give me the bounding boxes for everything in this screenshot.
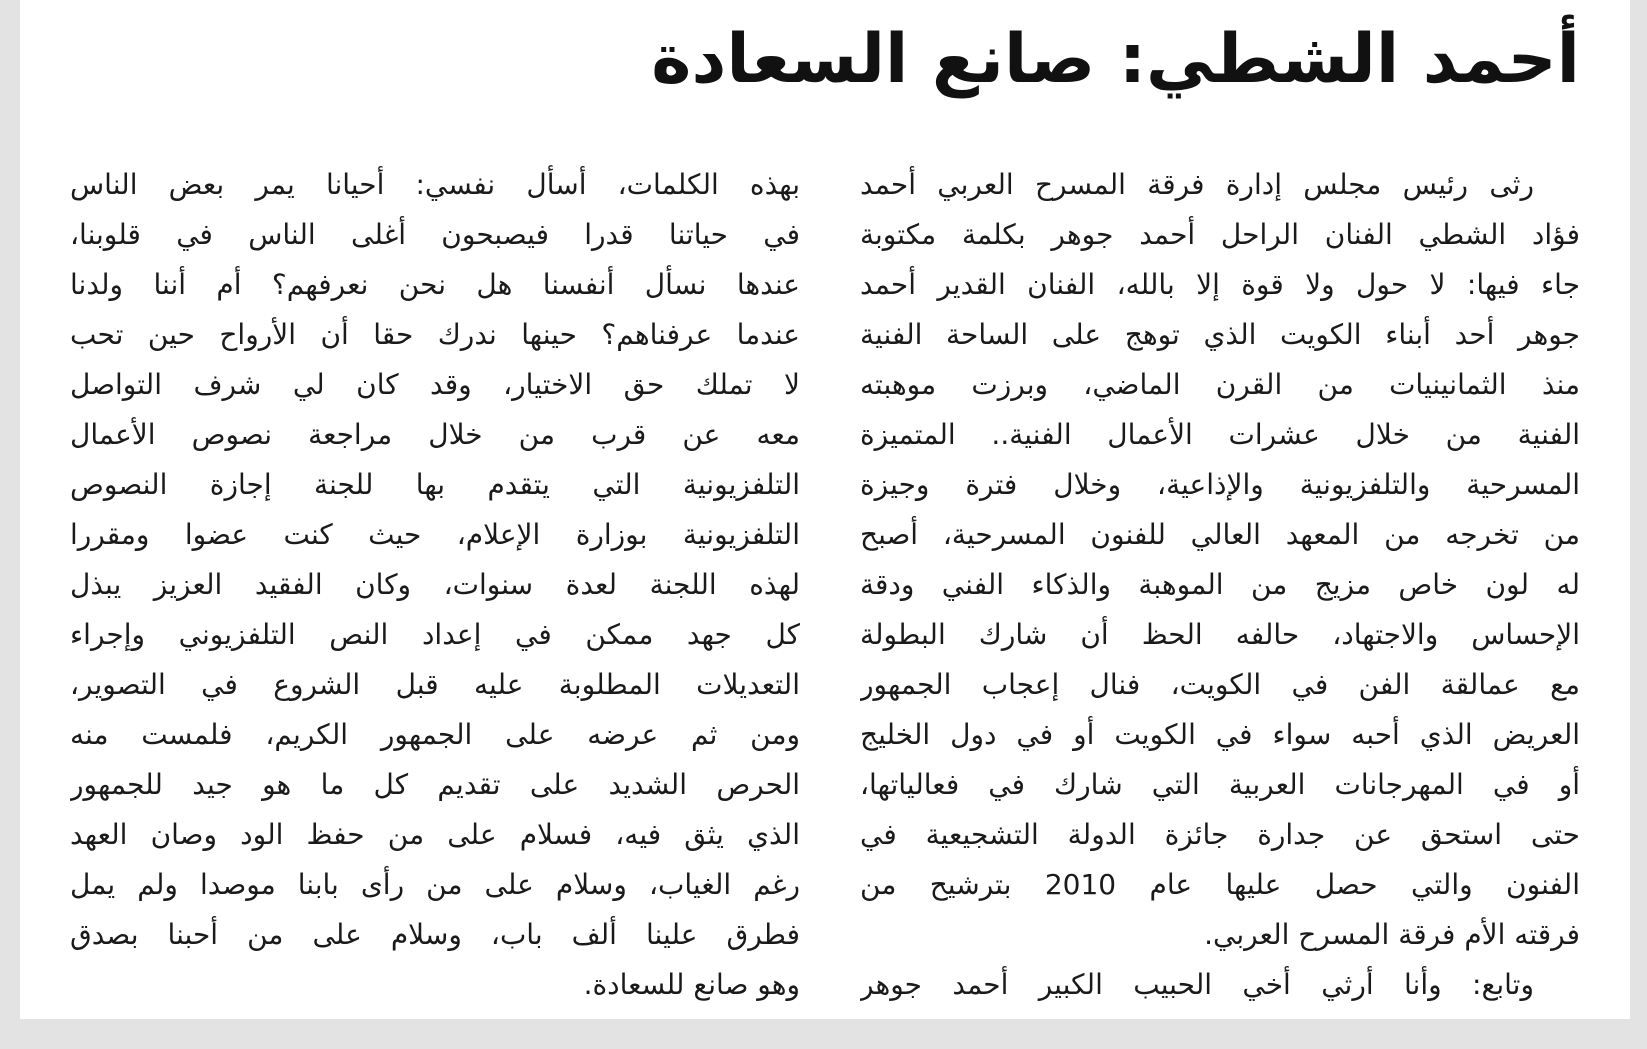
- text-line: فرقته الأم فرقة المسرح العربي.: [1204, 918, 1580, 951]
- text-line: في حياتنا قدرا فيصبحون أغلى الناس في قلوبنا،: [70, 218, 800, 251]
- text-line: وتابع: وأنا أرثي أخي الحبيب الكبير أحمد جوهر: [860, 968, 1534, 1001]
- text-line: التلفزيونية بوزارة الإعلام، حيث كنت عضوا ومقررا: [70, 518, 800, 551]
- text-line: رغم الغياب، وسلام على من رأى بابنا موصدا ولم يمل: [70, 868, 800, 901]
- text-line: وهو صانع للسعادة.: [583, 968, 800, 1001]
- headline: أحمد الشطي: صانع السعادة: [651, 20, 1580, 99]
- text-line: منذ الثمانينيات من القرن الماضي، وبرزت موهبته: [860, 368, 1580, 401]
- text-line: الحرص الشديد على تقديم كل ما هو جيد للجمهور: [70, 768, 800, 801]
- text-line: الإحساس والاجتهاد، حالفه الحظ أن شارك البطولة: [860, 618, 1580, 651]
- article-column-left: [70, 160, 800, 1010]
- text-line: جوهر أحد أبناء الكويت الذي توهج على الساحة الفنية: [860, 318, 1580, 351]
- text-line: حتى استحق عن جدارة جائزة الدولة التشجيعية في: [860, 818, 1580, 851]
- text-line: أو في المهرجانات العربية التي شارك في فعالياتها،: [860, 768, 1580, 801]
- text-line: الذي يثق فيه، فسلام على من حفظ الود وصان العهد: [70, 818, 800, 851]
- text-line: جاء فيها: لا حول ولا قوة إلا بالله، الفنان القدير أحمد: [860, 268, 1580, 301]
- text-line: معه عن قرب من خلال مراجعة نصوص الأعمال: [70, 418, 800, 451]
- newspaper-page: [20, 0, 1630, 1019]
- text-line: فطرق علينا ألف باب، وسلام على من أحبنا بصدق: [70, 918, 800, 951]
- text-line: مع عمالقة الفن في الكويت، فنال إعجاب الجمهور: [860, 668, 1580, 701]
- text-line: ومن ثم عرضه على الجمهور الكريم، فلمست منه: [70, 718, 800, 751]
- text-line: عندما عرفناهم؟ حينها ندرك حقا أن الأرواح حين تحب: [70, 318, 800, 351]
- text-line: كل جهد ممكن في إعداد النص التلفزيوني وإجراء: [70, 618, 800, 651]
- text-line: لهذه اللجنة لعدة سنوات، وكان الفقيد العزيز يبذل: [70, 568, 800, 601]
- text-line: بهذه الكلمات، أسأل نفسي: أحيانا يمر بعض الناس: [70, 168, 800, 201]
- text-line: العريض الذي أحبه سواء في الكويت أو في دول الخليج: [860, 718, 1580, 751]
- text-line: التلفزيونية التي يتقدم بها للجنة إجازة النصوص: [70, 468, 800, 501]
- article-column-right: [860, 160, 1580, 1010]
- text-line: فؤاد الشطي الفنان الراحل أحمد جوهر بكلمة مكتوبة: [860, 218, 1580, 251]
- text-line: الفنون والتي حصل عليها عام 2010 بترشيح من: [860, 868, 1580, 901]
- text-line: رثى رئيس مجلس إدارة فرقة المسرح العربي أحمد: [860, 168, 1534, 201]
- text-line: الفنية من خلال عشرات الأعمال الفنية.. المتميزة: [860, 418, 1580, 451]
- text-line: المسرحية والتلفزيونية والإذاعية، وخلال فترة وجيزة: [860, 468, 1580, 501]
- text-line: من تخرجه من المعهد العالي للفنون المسرحية، أصبح: [860, 518, 1580, 551]
- text-line: له لون خاص مزيج من الموهبة والذكاء الفني ودقة: [860, 568, 1580, 601]
- text-line: لا تملك حق الاختيار، وقد كان لي شرف التواصل: [70, 368, 800, 401]
- text-line: عندها نسأل أنفسنا هل نحن نعرفهم؟ أم أننا ولدنا: [70, 268, 800, 301]
- text-line: التعديلات المطلوبة عليه قبل الشروع في التصوير،: [70, 668, 800, 701]
